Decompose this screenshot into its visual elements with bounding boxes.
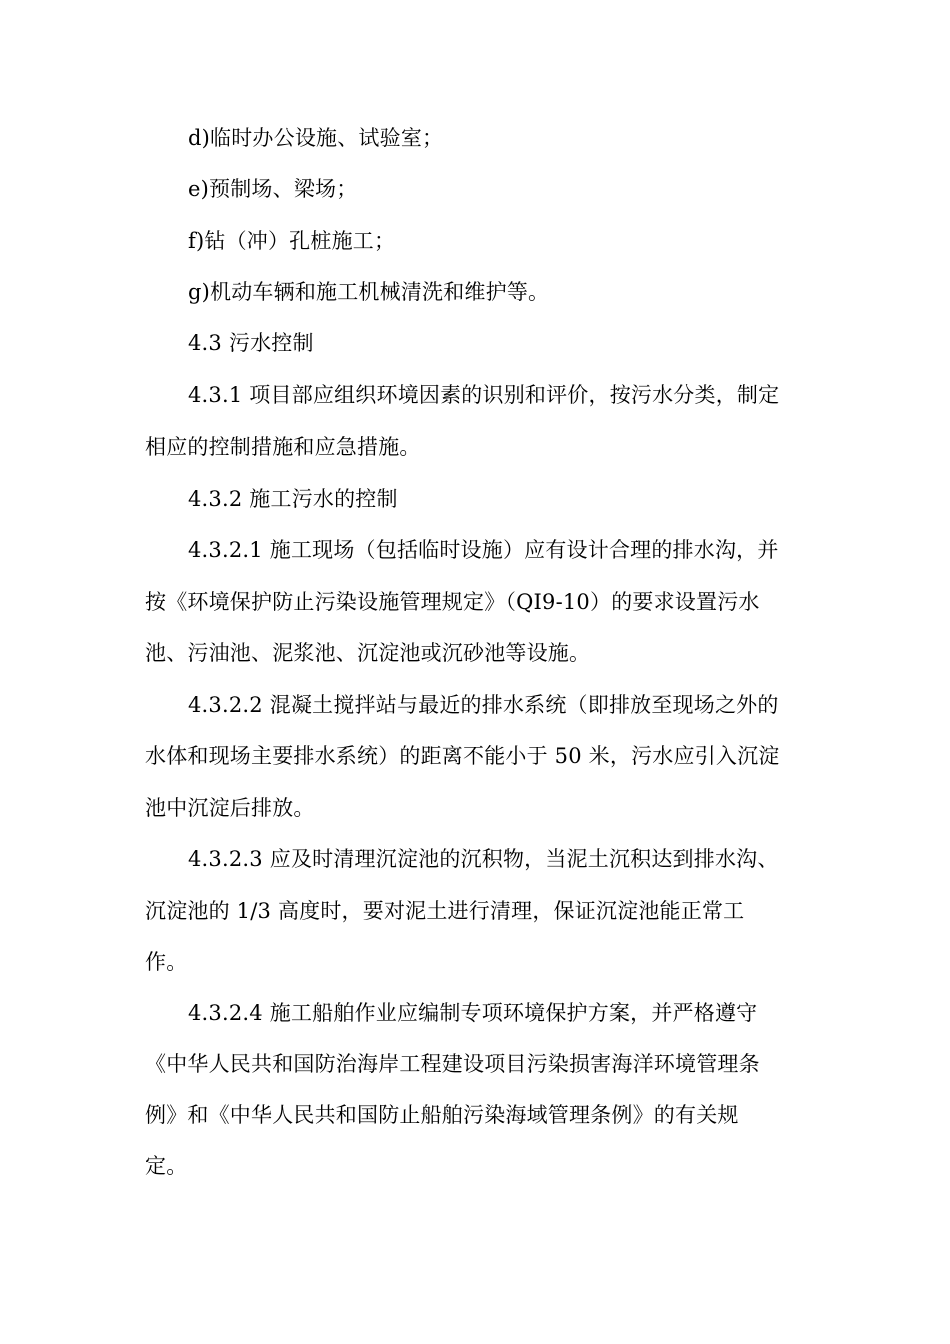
list-item-d: d)临时办公设施、试验室； (188, 126, 444, 150)
section-heading-4-3-2: 4.3.2 施工污水的控制 (188, 487, 398, 511)
paragraph-4-3-2-2-line-3: 池中沉淀后排放。 (145, 796, 315, 820)
paragraph-4-3-2-3-line-3: 作。 (145, 950, 188, 974)
paragraph-4-3-2-4-line-4: 定。 (145, 1154, 188, 1178)
paragraph-4-3-2-3-line-1: 4.3.2.3 应及时清理沉淀池的沉积物，当泥土沉积达到排水沟、 (188, 847, 779, 871)
list-item-f: f)钻（冲）孔桩施工； (188, 229, 396, 253)
paragraph-4-3-2-4-line-1: 4.3.2.4 施工船舶作业应编制专项环境保护方案，并严格遵守 (188, 1001, 758, 1025)
paragraph-4-3-2-1-line-1: 4.3.2.1 施工现场（包括临时设施）应有设计合理的排水沟，并 (188, 538, 779, 562)
paragraph-4-3-2-4-line-2: 《中华人民共和国防治海岸工程建设项目污染损害海洋环境管理条 (145, 1052, 760, 1076)
list-item-e: e)预制场、梁场； (188, 177, 358, 201)
list-item-g: g)机动车辆和施工机械清洗和维护等。 (188, 280, 550, 304)
paragraph-4-3-1-line-1: 4.3.1 项目部应组织环境因素的识别和评价，按污水分类，制定 (188, 383, 780, 407)
paragraph-4-3-2-2-line-1: 4.3.2.2 混凝土搅拌站与最近的排水系统（即排放至现场之外的 (188, 693, 779, 717)
section-heading-4-3: 4.3 污水控制 (188, 331, 314, 355)
paragraph-4-3-2-2-line-2: 水体和现场主要排水系统）的距离不能小于 50 米，污水应引入沉淀 (145, 744, 780, 768)
paragraph-4-3-2-1-line-3: 池、污油池、泥浆池、沉淀池或沉砂池等设施。 (145, 641, 591, 665)
paragraph-4-3-1-line-2: 相应的控制措施和应急措施。 (145, 435, 421, 459)
paragraph-4-3-2-4-line-3: 例》和《中华人民共和国防止船舶污染海域管理条例》的有关规 (145, 1103, 739, 1127)
paragraph-4-3-2-1-line-2: 按《环境保护防止污染设施管理规定》（QI9-10）的要求设置污水 (145, 590, 760, 614)
paragraph-4-3-2-3-line-2: 沉淀池的 1/3 高度时，要对泥土进行清理，保证沉淀池能正常工 (145, 899, 745, 923)
